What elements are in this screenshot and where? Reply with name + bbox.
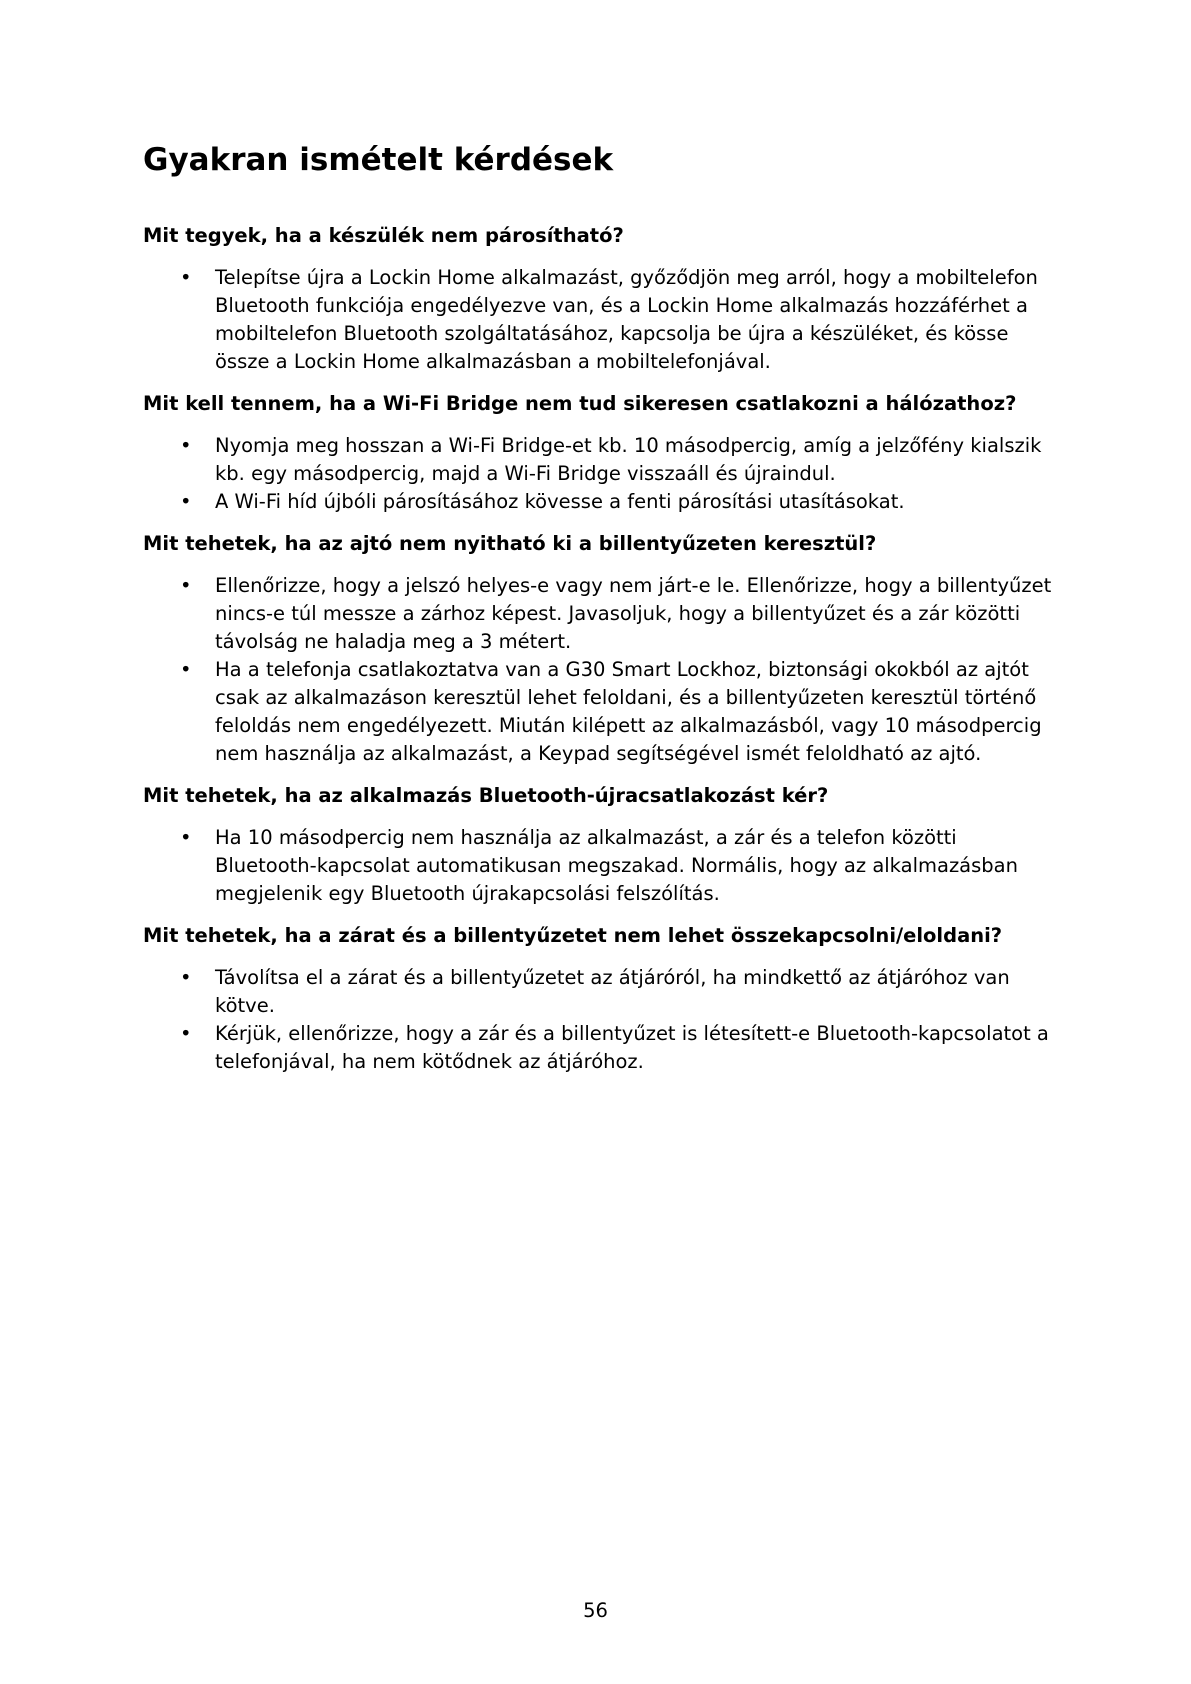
faq-question-1: Mit tegyek, ha a készülék nem párosítható?: [143, 224, 624, 247]
answer-text: Távolítsa el a zárat és a billentyűzetet az átjáróról, ha mindkettő az átjáróhoz van kötve.: [215, 966, 1010, 1017]
answer-text: Ha 10 másodpercig nem használja az alkalmazást, a zár és a telefon közötti Bluetooth-kapcsolat automatikusan megszakad. Normális, hogy az alkalmazásban megjelenik egy Bluetooth újrakapcsolási felszólítás.: [215, 826, 1018, 905]
faq-question-4: Mit tehetek, ha az alkalmazás Bluetooth-újracsatlakozást kér?: [143, 784, 829, 807]
bullet-icon: •: [180, 1022, 192, 1045]
bullet-icon: •: [180, 826, 192, 849]
bullet-icon: •: [180, 658, 192, 681]
faq-question-2: Mit kell tennem, ha a Wi-Fi Bridge nem tud sikeresen csatlakozni a hálózathoz?: [143, 392, 1017, 415]
answer-text: Ha a telefonja csatlakoztatva van a G30 Smart Lockhoz, biztonsági okokból az ajtót csak az alkalmazáson keresztül lehet feloldani, és a billentyűzeten keresztül történő feloldás nem engedélyezett. Miután kilépett az alkalmazásból, vagy 10 másodpercig nem használja az alkalmazást, a Keypad segítségével ismét feloldható az ajtó.: [215, 658, 1042, 765]
list-item: [143, 488, 1063, 516]
faq-answers-4: [143, 824, 1063, 908]
answer-text: A Wi-Fi híd újbóli párosításához kövesse a fenti párosítási utasításokat.: [215, 490, 905, 513]
bullet-icon: •: [180, 434, 192, 457]
page-title: Gyakran ismételt kérdések: [143, 142, 614, 178]
faq-answers-2: [143, 432, 1063, 516]
faq-section: [143, 222, 1063, 1090]
list-item: [143, 656, 1063, 768]
list-item: [143, 264, 1063, 376]
list-item: [143, 572, 1063, 656]
list-item: [143, 824, 1063, 908]
faq-answers-5: [143, 964, 1063, 1076]
answer-text: Telepítse újra a Lockin Home alkalmazást, győződjön meg arról, hogy a mobiltelefon Bluetooth funkciója engedélyezve van, és a Lockin Home alkalmazás hozzáférhet a mobiltelefon Bluetooth szolgáltatásához, kapcsolja be újra a készüléket, és kösse össze a Lockin Home alkalmazásban a mobiltelefonjával.: [215, 266, 1038, 373]
list-item: [143, 964, 1063, 1020]
list-item: [143, 1020, 1063, 1076]
faq-answers-3: [143, 572, 1063, 768]
faq-question-5: Mit tehetek, ha a zárat és a billentyűzetet nem lehet összekapcsolni/eloldani?: [143, 924, 1003, 947]
faq-answers-1: [143, 264, 1063, 376]
bullet-icon: •: [180, 266, 192, 289]
answer-text: Kérjük, ellenőrizze, hogy a zár és a billentyűzet is létesített-e Bluetooth-kapcsolatot a telefonjával, ha nem kötődnek az átjáróhoz.: [215, 1022, 1049, 1073]
bullet-icon: •: [180, 490, 192, 513]
answer-text: Ellenőrizze, hogy a jelszó helyes-e vagy nem járt-e le. Ellenőrizze, hogy a billentyűzet nincs-e túl messze a zárhoz képest. Javasoljuk, hogy a billentyűzet és a zár közötti távolság ne haladja meg a 3 métert.: [215, 574, 1052, 653]
page-number: 56: [583, 1599, 608, 1622]
faq-question-3: Mit tehetek, ha az ajtó nem nyitható ki a billentyűzeten keresztül?: [143, 532, 877, 555]
bullet-icon: •: [180, 966, 192, 989]
bullet-icon: •: [180, 574, 192, 597]
list-item: [143, 432, 1063, 488]
answer-text: Nyomja meg hosszan a Wi-Fi Bridge-et kb. 10 másodpercig, amíg a jelzőfény kialszik kb. egy másodpercig, majd a Wi-Fi Bridge visszaáll és újraindul.: [215, 434, 1042, 485]
